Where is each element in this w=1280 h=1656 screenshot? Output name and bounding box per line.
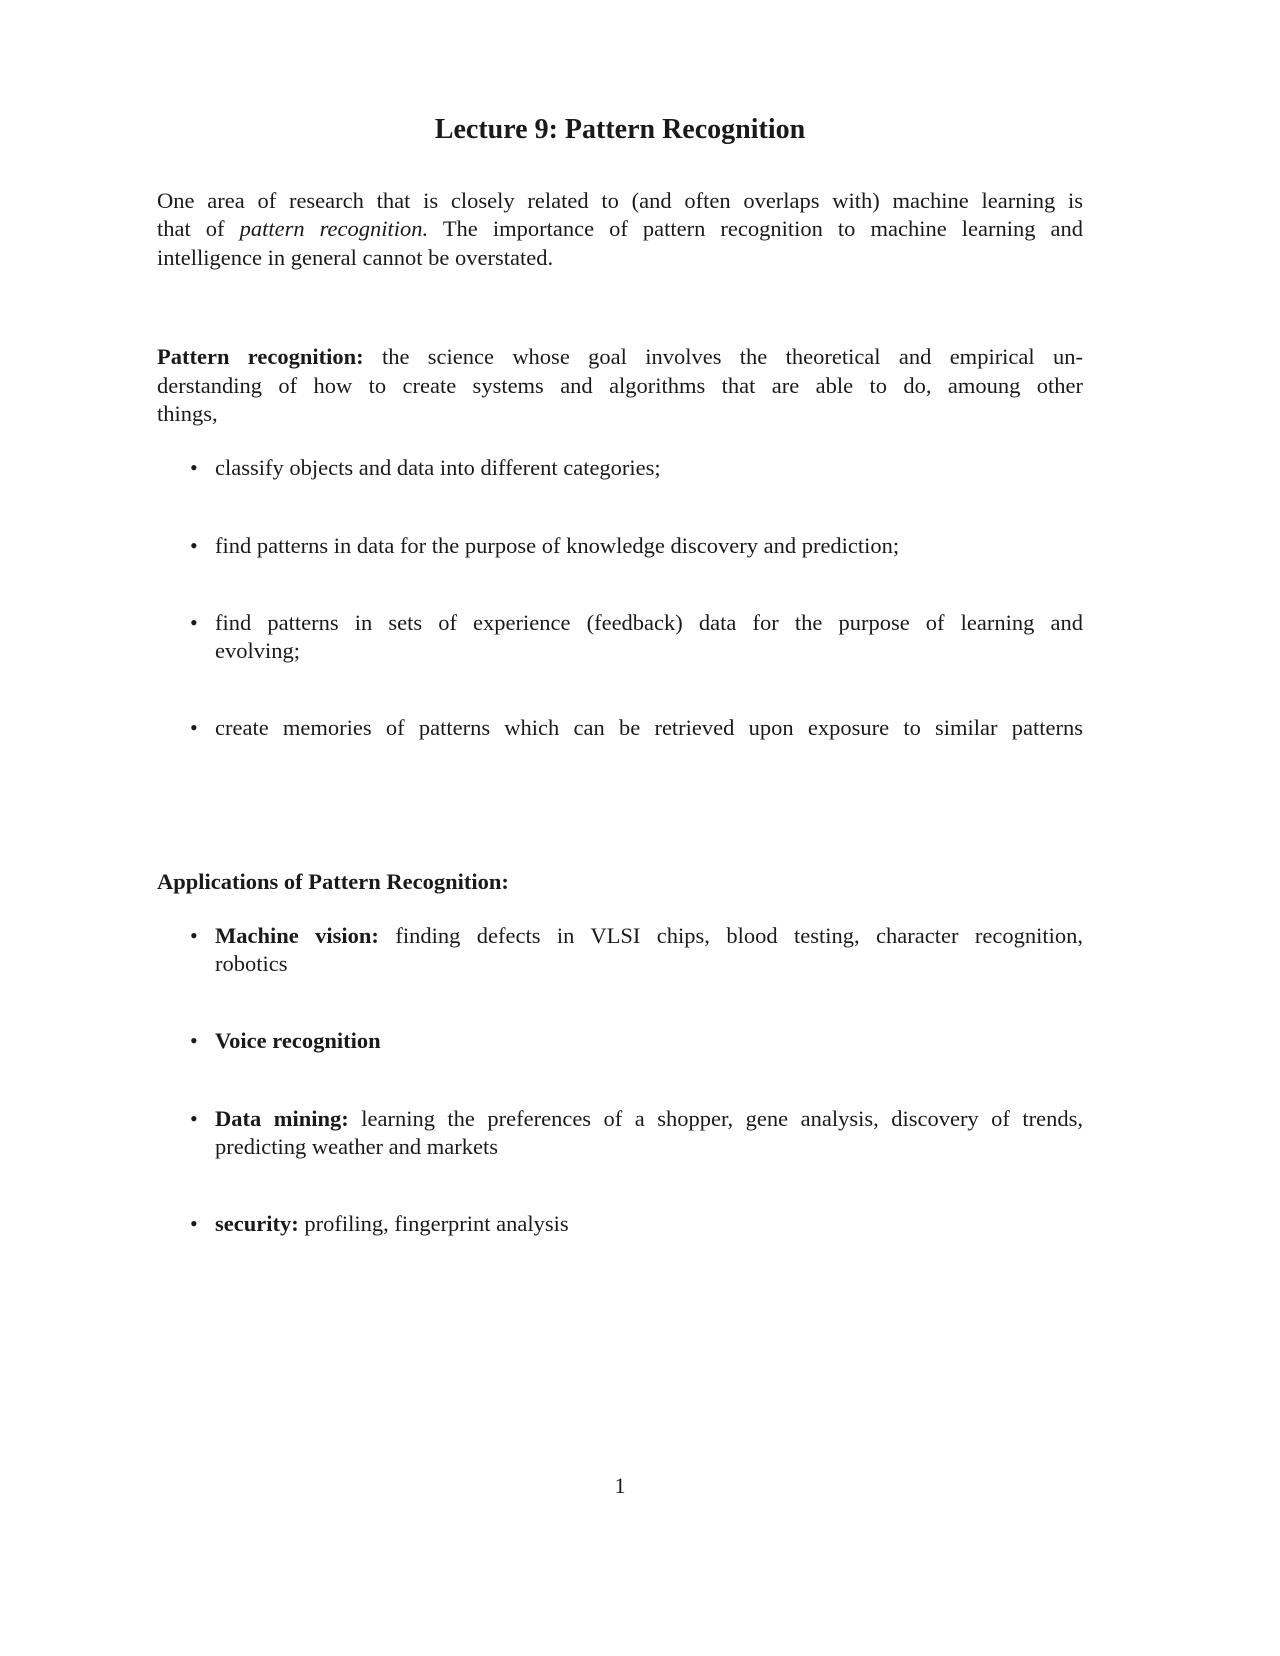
emphasis: pattern recognition. bbox=[239, 216, 429, 241]
text-line: One area of research that is closely related to (and often overlaps with) machine learning is bbox=[157, 188, 1083, 213]
bullet-icon: • bbox=[190, 923, 198, 948]
term: Data mining: bbox=[215, 1106, 349, 1131]
term: Pattern recognition: bbox=[157, 344, 364, 369]
bullet-icon: • bbox=[190, 715, 198, 740]
list-item bbox=[215, 1105, 1083, 1133]
list-item bbox=[215, 1210, 1083, 1238]
text: The importance of pattern recognition to machine learning and bbox=[428, 216, 1083, 241]
page-number: 1 bbox=[614, 1473, 626, 1498]
bullet-icon: • bbox=[190, 610, 198, 635]
bullet-icon: • bbox=[190, 1106, 198, 1131]
bullet-icon: • bbox=[190, 533, 198, 558]
bullet-icon: • bbox=[190, 1211, 198, 1236]
text-line: intelligence in general cannot be overstated. bbox=[157, 245, 554, 270]
bullet-icon: • bbox=[190, 455, 198, 480]
list-item bbox=[215, 922, 1083, 950]
text-line bbox=[157, 343, 1083, 371]
list-item: classify objects and data into different categories; bbox=[215, 455, 661, 480]
text: that of bbox=[157, 216, 240, 241]
text-line: derstanding of how to create systems and algorithms that are able to do, amoung other bbox=[157, 373, 1083, 398]
text: learning the preferences of a shopper, gene analysis, discovery of trends, bbox=[348, 1106, 1083, 1131]
bullet-icon: • bbox=[190, 1028, 198, 1053]
list-item: create memories of patterns which can be retrieved upon exposure to similar patterns bbox=[215, 715, 1083, 740]
text: finding defects in VLSI chips, blood testing, character recognition, bbox=[378, 923, 1083, 948]
section-heading: Applications of Pattern Recognition: bbox=[157, 869, 509, 894]
text-line: things, bbox=[157, 401, 218, 426]
list-item-cont: evolving; bbox=[215, 638, 300, 663]
list-item: find patterns in sets of experience (feedback) data for the purpose of learning and bbox=[215, 610, 1083, 635]
list-item-cont: predicting weather and markets bbox=[215, 1134, 499, 1159]
list-item bbox=[215, 1027, 1083, 1055]
page-title: Lecture 9: Pattern Recognition bbox=[434, 114, 806, 145]
text-line bbox=[157, 215, 1083, 243]
term: security: bbox=[215, 1211, 299, 1236]
term: Machine vision: bbox=[215, 923, 379, 948]
list-item: find patterns in data for the purpose of knowledge discovery and prediction; bbox=[215, 533, 900, 558]
text: the science whose goal involves the theoretical and empirical un- bbox=[363, 344, 1083, 369]
text: profiling, fingerprint analysis bbox=[298, 1211, 569, 1236]
term: Voice recognition bbox=[215, 1028, 381, 1053]
list-item-cont: robotics bbox=[215, 951, 288, 976]
